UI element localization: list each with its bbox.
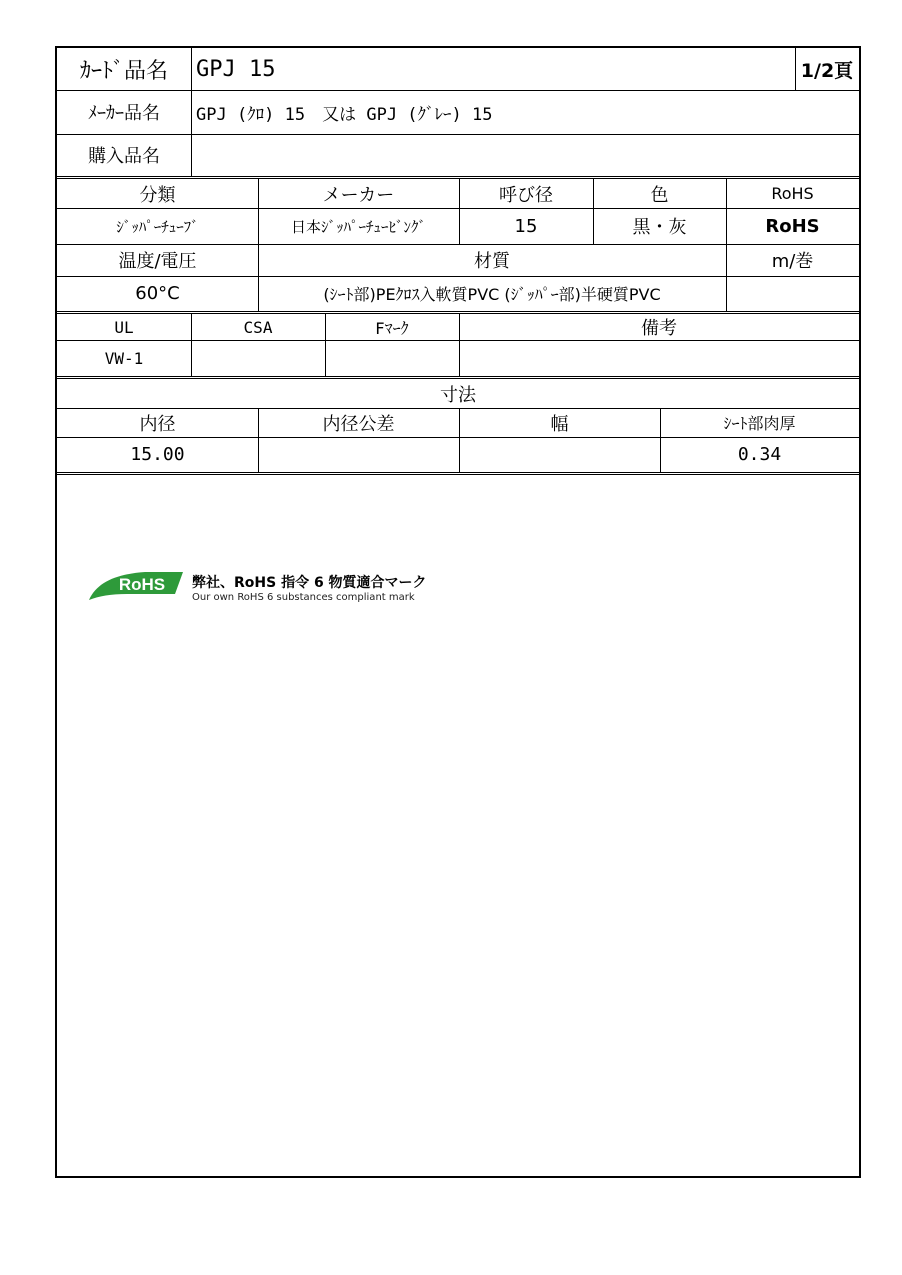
material-value: (ｼｰﾄ部)PEｸﾛｽ入軟質PVC (ｼﾞｯﾊﾟｰ部)半硬質PVC xyxy=(323,285,661,304)
divider xyxy=(57,472,859,475)
cert-csa-value xyxy=(191,340,325,376)
rohs-mark-caption-en: Our own RoHS 6 substances compliant mark xyxy=(192,592,415,603)
cert-header-fmark: Fﾏｰｸ xyxy=(375,318,409,338)
spec-category-value: ｼﾞｯﾊﾟｰﾁｭｰﾌﾞ xyxy=(116,217,199,236)
dim-header-width: 幅 xyxy=(550,413,569,435)
rohs-mark-caption-jp: 弊社、RoHS 指令 6 物質適合マーク xyxy=(192,575,427,591)
spec-maker-value: 日本ｼﾞｯﾊﾟｰﾁｭｰﾋﾞﾝｸﾞ xyxy=(290,217,426,236)
spec-header-color: 色 xyxy=(650,184,669,206)
purchase-name-value xyxy=(191,134,859,176)
roll-length-label: m/巻 xyxy=(771,251,814,272)
dim-width-value xyxy=(459,437,660,472)
dim-sheet-thickness-value: 0.34 xyxy=(737,444,782,465)
material-label: 材質 xyxy=(474,251,510,272)
cert-header-csa: CSA xyxy=(243,317,273,337)
rohs-logo-text: RoHS xyxy=(118,575,166,594)
spec-rohs-value: RoHS xyxy=(765,215,820,237)
dim-header-inner-diameter: 内径 xyxy=(139,413,176,435)
rohs-logo xyxy=(87,568,185,602)
temp-voltage-label: 温度/電圧 xyxy=(118,251,197,272)
spec-header-rohs: RoHS xyxy=(771,184,814,203)
spec-color-value: 黒・灰 xyxy=(632,217,687,238)
purchase-name-label: 購入品名 xyxy=(88,146,160,167)
page-number: 1/2頁 xyxy=(800,59,854,82)
dim-header-tolerance: 内径公差 xyxy=(322,413,395,435)
roll-length-value xyxy=(726,276,859,311)
spec-header-category: 分類 xyxy=(139,184,176,206)
cert-header-ul: UL xyxy=(114,317,134,337)
dim-tolerance-value xyxy=(258,437,459,472)
cert-ul-value: VW-1 xyxy=(104,348,144,368)
dim-header-sheet-thickness: ｼｰﾄ部肉厚 xyxy=(723,414,796,433)
card-name-value: GPJ 15 xyxy=(196,56,276,82)
dimensions-title: 寸法 xyxy=(440,384,476,406)
card-name-label: ｶｰﾄﾞ品名 xyxy=(79,58,168,84)
cert-remarks-value xyxy=(459,340,859,376)
cert-header-remarks: 備考 xyxy=(641,318,677,339)
dim-inner-diameter-value: 15.00 xyxy=(130,444,185,465)
maker-name-value: GPJ (ｸﾛ) 15 又は GPJ (ｸﾞﾚｰ) 15 xyxy=(196,104,493,125)
spec-size-value: 15 xyxy=(514,215,538,237)
temp-voltage-value: 60°C xyxy=(135,283,180,304)
spec-card xyxy=(55,46,861,1178)
maker-name-label: ﾒｰｶｰ品名 xyxy=(88,103,160,124)
cert-fmark-value xyxy=(325,340,459,376)
spec-header-maker: メーカー xyxy=(322,184,395,206)
spec-header-size: 呼び径 xyxy=(499,184,553,206)
